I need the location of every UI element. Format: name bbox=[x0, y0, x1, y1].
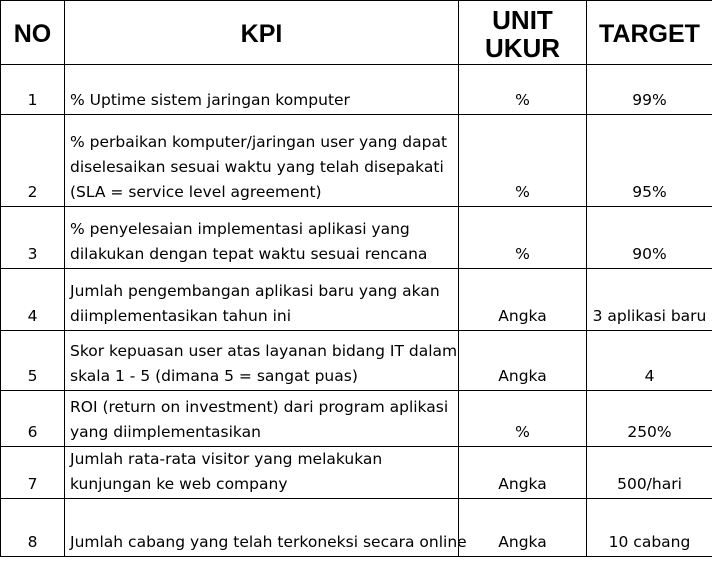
row-target: 4 bbox=[587, 331, 712, 391]
table-row bbox=[1, 331, 712, 391]
header-target: TARGET bbox=[587, 1, 712, 65]
table-header bbox=[1, 1, 712, 65]
kpi-text-line: Jumlah rata-rata visitor yang melakukan bbox=[70, 450, 383, 468]
table-row bbox=[1, 391, 712, 447]
kpi-text-line: Skor kepuasan user atas layanan bidang IT dalam bbox=[70, 342, 458, 360]
row-kpi bbox=[65, 499, 467, 557]
table-row bbox=[1, 115, 712, 207]
row-unit: Angka bbox=[459, 447, 587, 499]
row-kpi bbox=[65, 65, 459, 115]
kpi-text-line: diimplementasikan tahun ini bbox=[70, 307, 292, 325]
header-kpi: KPI bbox=[65, 1, 459, 65]
row-no: 2 bbox=[1, 115, 65, 207]
header-row bbox=[1, 1, 712, 65]
row-target: 250% bbox=[587, 391, 712, 447]
kpi-text-line: kunjungan ke web company bbox=[70, 475, 288, 493]
kpi-text-line: skala 1 - 5 (dimana 5 = sangat puas) bbox=[70, 367, 358, 385]
row-target: 99% bbox=[587, 65, 712, 115]
table-row bbox=[1, 65, 712, 115]
row-kpi bbox=[65, 331, 459, 391]
header-unit bbox=[459, 1, 587, 65]
row-kpi bbox=[65, 391, 459, 447]
row-kpi bbox=[65, 207, 459, 269]
row-unit: % bbox=[459, 391, 587, 447]
row-no: 5 bbox=[1, 331, 65, 391]
row-no: 6 bbox=[1, 391, 65, 447]
header-no: NO bbox=[1, 1, 65, 65]
row-no: 3 bbox=[1, 207, 65, 269]
kpi-text-line: ROI (return on investment) dari program aplikasi bbox=[70, 398, 449, 416]
row-target: 500/hari bbox=[587, 447, 712, 499]
table-row bbox=[1, 447, 712, 499]
row-target: 90% bbox=[587, 207, 712, 269]
row-target: 3 aplikasi baru bbox=[587, 269, 712, 331]
row-unit: Angka bbox=[459, 269, 587, 331]
table-body bbox=[1, 65, 712, 557]
kpi-text-line: % perbaikan komputer/jaringan user yang dapat bbox=[70, 133, 448, 151]
row-unit: % bbox=[459, 115, 587, 207]
row-unit: % bbox=[459, 207, 587, 269]
row-unit: Angka bbox=[459, 499, 587, 557]
kpi-text-line: (SLA = service level agreement) bbox=[70, 183, 322, 201]
table-row bbox=[1, 269, 712, 331]
row-kpi bbox=[65, 115, 459, 207]
row-unit: Angka bbox=[459, 331, 587, 391]
table-row bbox=[1, 207, 712, 269]
kpi-text-line: Jumlah cabang yang telah terkoneksi secara online bbox=[70, 533, 467, 551]
kpi-text-line: % penyelesaian implementasi aplikasi yang bbox=[70, 220, 410, 238]
table-row bbox=[1, 499, 712, 557]
row-no: 8 bbox=[1, 499, 65, 557]
row-kpi bbox=[65, 269, 459, 331]
row-target: 10 cabang bbox=[587, 499, 712, 557]
header-unit-line2: UKUR bbox=[484, 32, 561, 63]
header-unit-line1: UNIT bbox=[492, 4, 553, 35]
row-target: 95% bbox=[587, 115, 712, 207]
row-no: 4 bbox=[1, 269, 65, 331]
row-no: 1 bbox=[1, 65, 65, 115]
row-kpi bbox=[65, 447, 459, 499]
kpi-text-line: diselesaikan sesuai waktu yang telah disepakati bbox=[70, 158, 444, 176]
kpi-text-line: Jumlah pengembangan aplikasi baru yang akan bbox=[70, 282, 440, 300]
row-unit: % bbox=[459, 65, 587, 115]
row-no: 7 bbox=[1, 447, 65, 499]
kpi-text-line: yang diimplementasikan bbox=[70, 423, 261, 441]
kpi-text-line: % Uptime sistem jaringan komputer bbox=[70, 91, 350, 109]
kpi-text-line: dilakukan dengan tepat waktu sesuai rencana bbox=[70, 245, 428, 263]
